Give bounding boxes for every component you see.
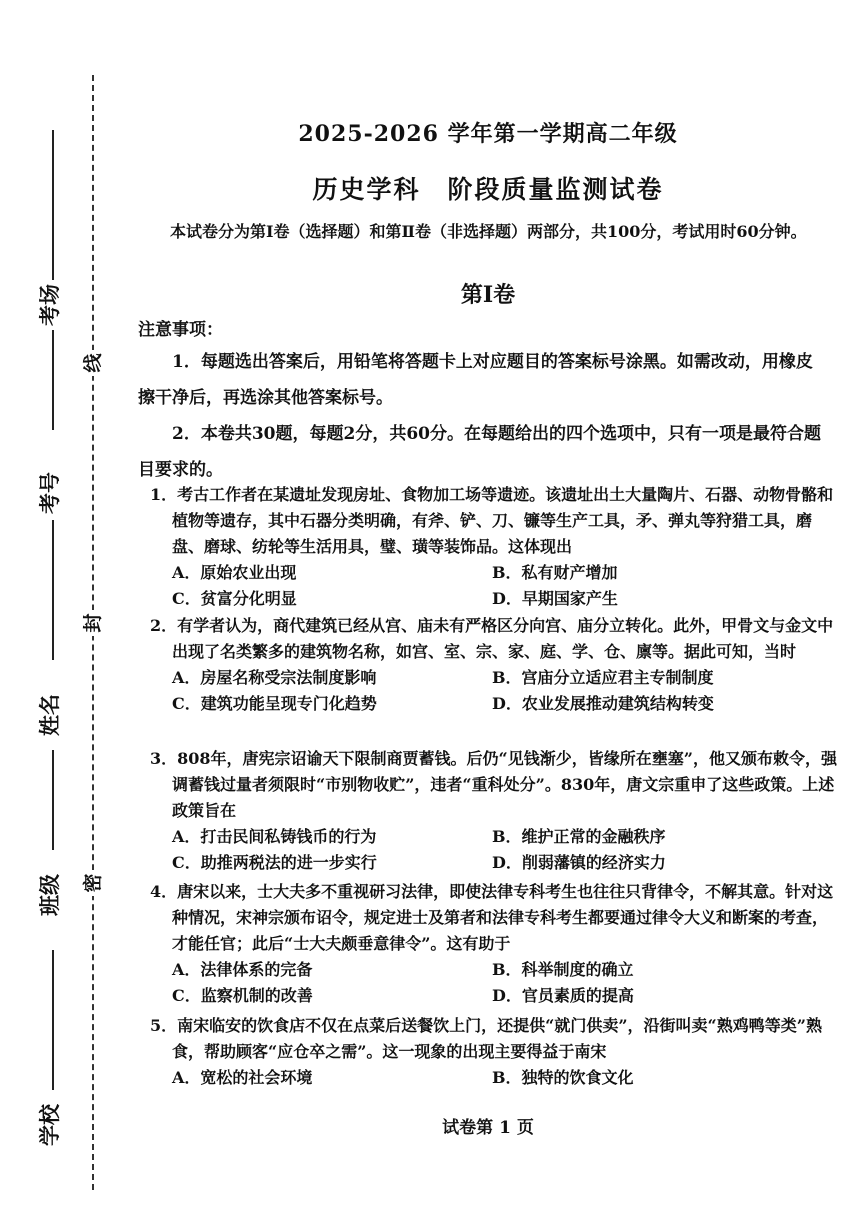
field-label-name: 姓名	[37, 694, 62, 736]
question-2	[150, 613, 840, 717]
option-a: A．房屋名称受宗法制度影响	[172, 668, 377, 687]
option-b: B．维护正常的金融秩序	[492, 827, 666, 846]
question-stem: 5．南宋临安的饮食店不仅在点菜后送餐饮上门，还提供“就门供卖”，沿街叫卖“熟鸡鸭等类”熟食，帮助顾客“应仓卒之需”。这一现象的出现主要得益于南宋	[150, 1016, 822, 1061]
section-title: 第Ⅰ卷	[460, 282, 516, 308]
option-c: C．助推两税法的进一步实行	[172, 853, 377, 872]
field-line-class	[52, 750, 54, 850]
option-c: C．贫富分化明显	[172, 589, 297, 608]
field-line-exam-number	[52, 330, 54, 430]
option-d: D．农业发展推动建筑结构转变	[492, 694, 714, 713]
option-d: D．官员素质的提高	[492, 986, 634, 1005]
field-label-school: 学校	[37, 1104, 62, 1146]
exam-title-subject: 历史学科 阶段质量监测试卷	[312, 175, 664, 204]
option-a: A．打击民间私铸钱币的行为	[172, 827, 377, 846]
field-line-name	[52, 520, 54, 660]
option-a: A．原始农业出现	[172, 563, 297, 582]
question-4	[150, 879, 840, 1009]
seal-char-xian: 线	[80, 350, 106, 376]
exam-title-term: 2025-2026 学年第一学期高二年级	[298, 121, 678, 147]
seal-char-mi: 密	[80, 870, 106, 896]
question-stem: 4．唐宋以来，士大夫多不重视研习法律，即使法律专科考生也往往只背律令，不解其意。针对这种情况，宋神宗颁布诏令，规定进士及第者和法律专科考生都要通过律令大义和断案的考查，才能任官；此后“士大夫颇垂意律令”。这有助于	[150, 882, 834, 953]
notice-item-1: 1．每题选出答案后，用铅笔将答题卡上对应题目的答案标号涂黑。如需改动，用橡皮擦干净后，再选涂其他答案标号。	[138, 352, 813, 408]
option-b: B．私有财产增加	[492, 563, 618, 582]
exam-intro: 本试卷分为第Ⅰ卷（选择题）和第Ⅱ卷（非选择题）两部分，共100分，考试用时60分钟。	[170, 222, 807, 241]
option-d: D．早期国家产生	[492, 589, 618, 608]
option-b: B．宫庙分立适应君主专制制度	[492, 668, 714, 687]
field-line-exam-room	[52, 130, 54, 280]
field-line-school	[52, 950, 54, 1090]
field-label-class: 班级	[37, 874, 62, 916]
option-c: C．建筑功能呈现专门化趋势	[172, 694, 377, 713]
field-label-exam-room: 考场	[37, 284, 62, 326]
field-label-exam-number: 考号	[37, 472, 62, 514]
option-b: B．科举制度的确立	[492, 960, 634, 979]
question-stem: 2．有学者认为，商代建筑已经从宫、庙未有严格区分向宫、庙分立转化。此外，甲骨文与金文中出现了名类繁多的建筑物名称，如宫、室、宗、家、庭、学、仓、廪等。据此可知，当时	[150, 616, 834, 661]
option-c: C．监察机制的改善	[172, 986, 313, 1005]
question-3	[150, 746, 840, 876]
option-b: B．独特的饮食文化	[492, 1068, 634, 1087]
question-5	[150, 1013, 840, 1091]
question-1	[150, 482, 840, 612]
option-a: A．法律体系的完备	[172, 960, 313, 979]
notice-item-2: 2．本卷共30题，每题2分，共60分。在每题给出的四个选项中，只有一项是最符合题目要求的。	[138, 424, 821, 480]
notice-heading: 注意事项：	[138, 320, 223, 340]
seal-char-feng: 封	[80, 610, 106, 636]
question-stem: 1．考古工作者在某遗址发现房址、食物加工场等遗迹。该遗址出土大量陶片、石器、动物骨骼和植物等遗存，其中石器分类明确，有斧、铲、刀、镰等生产工具，矛、弹丸等狩猎工具，磨盘、磨球、纺轮等生活用具，璧、璜等装饰品。这体现出	[150, 485, 834, 556]
question-stem: 3．808年，唐宪宗诏谕天下限制商贾蓄钱。后仍“见钱渐少，皆缘所在壅塞”，他又颁布敕令，强调蓄钱过量者须限时“市别物收贮”，违者“重科处分”。830年，唐文宗重申了这些政策。上述政策旨在	[150, 749, 837, 820]
option-d: D．削弱藩镇的经济实力	[492, 853, 666, 872]
page-number: 试卷第 1 页	[442, 1118, 534, 1138]
binding-margin	[0, 0, 105, 1226]
option-a: A．宽松的社会环境	[172, 1068, 313, 1087]
